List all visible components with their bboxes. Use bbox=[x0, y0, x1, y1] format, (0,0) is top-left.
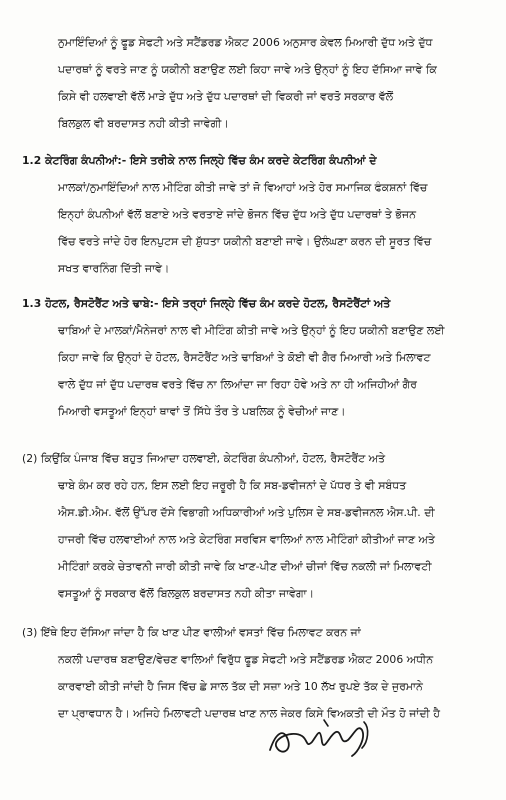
section-heading-1-3: 1.3 ਹੋਟਲ, ਰੈਸਟੋਰੈਂਟ ਅਤੇ ਢਾਬੇ:- ਇਸੇ ਤਰ੍ਹਾਂ ਜਿਲ੍ਹੇ ਵਿੱਚ ਕੰਮ ਕਰਦੇ ਹੋਟਲ, ਰੈਸਟੋਰੈਂਟਾਂ ਅਤੇ bbox=[22, 297, 391, 310]
text-line: ਮਾਲਕਾਂ/ਨੁਮਾਇੰਦਿਆਂ ਨਾਲ ਮੀਟਿੰਗ ਕੀਤੀ ਜਾਵੇ ਤਾਂ ਜੋ ਵਿਆਹਾਂ ਅਤੇ ਹੋਰ ਸਮਾਜਿਕ ਫੰਕਸ਼ਨਾਂ ਵਿੱਚ bbox=[58, 181, 428, 194]
text-line: ਐਸ.ਡੀ.ਐਮ. ਵੱਲੋਂ ਉੱਪਰ ਦੱਸੇ ਵਿਭਾਗੀ ਅਧਿਕਾਰੀਆਂ ਅਤੇ ਪੁਲਿਸ ਦੇ ਸਬ-ਡਵੀਜਨਲ ਐਸ.ਪੀ. ਦੀ bbox=[58, 506, 435, 519]
text-line: ਸਖਤ ਵਾਰਨਿੰਗ ਦਿੱਤੀ ਜਾਵੇ। bbox=[58, 262, 170, 275]
text-line: ਨੁਮਾਇੰਦਿਆਂ ਨੂੰ ਫੂਡ ਸੇਫਟੀ ਅਤੇ ਸਟੈਂਡਰਡ ਐਕਟ 2006 ਅਨੁਸਾਰ ਕੇਵਲ ਮਿਆਰੀ ਦੁੱਧ ਅਤੇ ਦੁੱਧ bbox=[58, 36, 433, 49]
text-line: ਕਿਹਾ ਜਾਵੇ ਕਿ ਉਨ੍ਹਾਂ ਦੇ ਹੋਟਲ, ਰੈਸਟੋਰੈਂਟ ਅਤੇ ਢਾਬਿਆਂ ਤੇ ਕੋਈ ਵੀ ਗੈਰ ਮਿਆਰੀ ਅਤੇ ਮਿਲਾਵਟ bbox=[58, 351, 431, 364]
signature-image bbox=[262, 712, 382, 762]
text-line: ਢਾਬੇ ਕੰਮ ਕਰ ਰਹੇ ਹਨ, ਇਸ ਲਈ ਇਹ ਜਰੂਰੀ ਹੈ ਕਿ ਸਬ-ਡਵੀਜਨਾਂ ਦੇ ਪੱਧਰ ਤੇ ਵੀ ਸਬੰਧਤ bbox=[58, 479, 407, 492]
text-line: ਢਾਬਿਆਂ ਦੇ ਮਾਲਕਾਂ/ਮੈਨੇਜਰਾਂ ਨਾਲ ਵੀ ਮੀਟਿੰਗ ਕੀਤੀ ਜਾਵੇ ਅਤੇ ਉਨ੍ਹਾਂ ਨੂੰ ਇਹ ਯਕੀਨੀ ਬਣਾਉਣ ਲਈ bbox=[58, 324, 445, 337]
text-line: ਪਦਾਰਥਾਂ ਨੂੰ ਵਰਤੇ ਜਾਣ ਨੂੰ ਯਕੀਨੀ ਬਣਾਉਣ ਲਈ ਕਿਹਾ ਜਾਵੇ ਅਤੇ ਉਨ੍ਹਾਂ ਨੂੰ ਇਹ ਦੱਸਿਆ ਜਾਵੇ ਕਿ bbox=[58, 63, 437, 76]
section-heading-1-2: 1.2 ਕੇਟਰਿੰਗ ਕੰਪਨੀਆਂ:- ਇਸੇ ਤਰੀਕੇ ਨਾਲ ਜਿਲ੍ਹੇ ਵਿੱਚ ਕੰਮ ਕਰਦੇ ਕੇਟਰਿੰਗ ਕੰਪਨੀਆਂ ਦੇ bbox=[22, 154, 377, 167]
text-line: ਮੀਟਿੰਗਾਂ ਕਰਕੇ ਚੇਤਾਵਨੀ ਜਾਰੀ ਕੀਤੀ ਜਾਵੇ ਕਿ ਖਾਣ-ਪੀਣ ਦੀਆਂ ਚੀਜਾਂ ਵਿੱਚ ਨਕਲੀ ਜਾਂ ਮਿਲਾਵਟੀ bbox=[58, 560, 432, 573]
text-line: ਹਾਜਰੀ ਵਿੱਚ ਹਲਵਾਈਆਂ ਨਾਲ ਅਤੇ ਕੇਟਰਿੰਗ ਸਰਵਿਸ ਵਾਲਿਆਂ ਨਾਲ ਮੀਟਿੰਗਾਂ ਕੀਤੀਆਂ ਜਾਣ ਅਤੇ bbox=[58, 533, 435, 546]
text-line: ਇਨ੍ਹਾਂ ਕੰਪਨੀਆਂ ਵੱਲੋਂ ਬਣਾਏ ਅਤੇ ਵਰਤਾਏ ਜਾਂਦੇ ਭੋਜਨ ਵਿੱਚ ਦੁੱਧ ਅਤੇ ਦੁੱਧ ਪਦਾਰਥਾਂ ਤੇ ਭੋਜਨ bbox=[58, 208, 416, 221]
text-line: ਕਿਸੇ ਵੀ ਹਲਵਾਈ ਵੱਲੋਂ ਮਾੜੇ ਦੁੱਧ ਅਤੇ ਦੁੱਧ ਪਦਾਰਥਾਂ ਦੀ ਵਿਕਰੀ ਜਾਂ ਵਰਤੋ ਸਰਕਾਰ ਵੱਲੋਂ bbox=[58, 90, 394, 103]
section-heading-3: (3) ਇੱਥੇ ਇਹ ਦੱਸਿਆ ਜਾਂਦਾ ਹੈ ਕਿ ਖਾਣ ਪੀਣ ਵਾਲੀਆਂ ਵਸਤਾਂ ਵਿੱਚ ਮਿਲਾਵਟ ਕਰਨ ਜਾਂ bbox=[22, 626, 361, 639]
text-line: ਕਾਰਵਾਈ ਕੀਤੀ ਜਾਂਦੀ ਹੈ ਜਿਸ ਵਿੱਚ ਛੇ ਸਾਲ ਤੱਕ ਦੀ ਸਜ਼ਾ ਅਤੇ 10 ਲੱਖ ਰੁਪਏ ਤੱਕ ਦੇ ਜੁਰਮਾਨੇ bbox=[58, 680, 423, 693]
text-line: ਵਾਲੇ ਦੁੱਧ ਜਾਂ ਦੁੱਧ ਪਦਾਰਥ ਵਰਤੇ ਵਿੱਚ ਨਾ ਲਿਆਂਦਾ ਜਾ ਰਿਹਾ ਹੋਵੇ ਅਤੇ ਨਾ ਹੀ ਅਜਿਹੀਆਂ ਗੈਰ bbox=[58, 378, 417, 391]
text-line: ਦਾ ਪ੍ਰਾਵਧਾਨ ਹੈ। ਅਜਿਹੇ ਮਿਲਾਵਟੀ ਪਦਾਰਥ ਖਾਣ ਨਾਲ ਜੇਕਰ ਕਿਸੇ ਵਿਅਕਤੀ ਦੀ ਮੌਤ ਹੋ ਜਾਂਦੀ ਹੈ bbox=[58, 707, 440, 720]
text-line: ਨਕਲੀ ਪਦਾਰਥ ਬਣਾਉਣ/ਵੇਚਣ ਵਾਲਿਆਂ ਵਿਰੁੱਧ ਫੂਡ ਸੇਫਟੀ ਅਤੇ ਸਟੈਂਡਰਡ ਐਕਟ 2006 ਅਧੀਨ bbox=[58, 653, 433, 666]
section-heading-2: (2) ਕਿਉਂਕਿ ਪੰਜਾਬ ਵਿੱਚ ਬਹੁਤ ਜਿਆਦਾ ਹਲਵਾਈ, ਕੇਟਰਿੰਗ ਕੰਪਨੀਆਂ, ਹੋਟਲ, ਰੈਸਟੋਰੈਂਟ ਅਤੇ bbox=[22, 452, 385, 465]
text-line: ਵਸਤੂਆਂ ਨੂੰ ਸਰਕਾਰ ਵੱਲੋਂ ਬਿਲਕੁਲ ਬਰਦਾਸਤ ਨਹੀ ਕੀਤਾ ਜਾਵੇਗਾ। bbox=[58, 587, 314, 600]
text-line: ਬਿਲਕੁਲ ਵੀ ਬਰਦਾਸਤ ਨਹੀ ਕੀਤੀ ਜਾਵੇਗੀ। bbox=[58, 117, 229, 130]
text-line: ਵਿੱਚ ਵਰਤੇ ਜਾਂਦੇ ਹੋਰ ਇਨਪੁਟਸ ਦੀ ਸ਼ੁੱਧਤਾ ਯਕੀਨੀ ਬਣਾਈ ਜਾਵੇ। ਉਲੰਘਣਾ ਕਰਨ ਦੀ ਸੂਰਤ ਵਿੱਚ bbox=[58, 235, 432, 248]
text-line: ਮਿਆਰੀ ਵਸਤੂਆਂ ਇਨ੍ਹਾਂ ਥਾਵਾਂ ਤੋਂ ਸਿੱਧੇ ਤੌਰ ਤੇ ਪਬਲਿਕ ਨੂੰ ਵੇਚੀਆਂ ਜਾਣ। bbox=[58, 405, 346, 418]
